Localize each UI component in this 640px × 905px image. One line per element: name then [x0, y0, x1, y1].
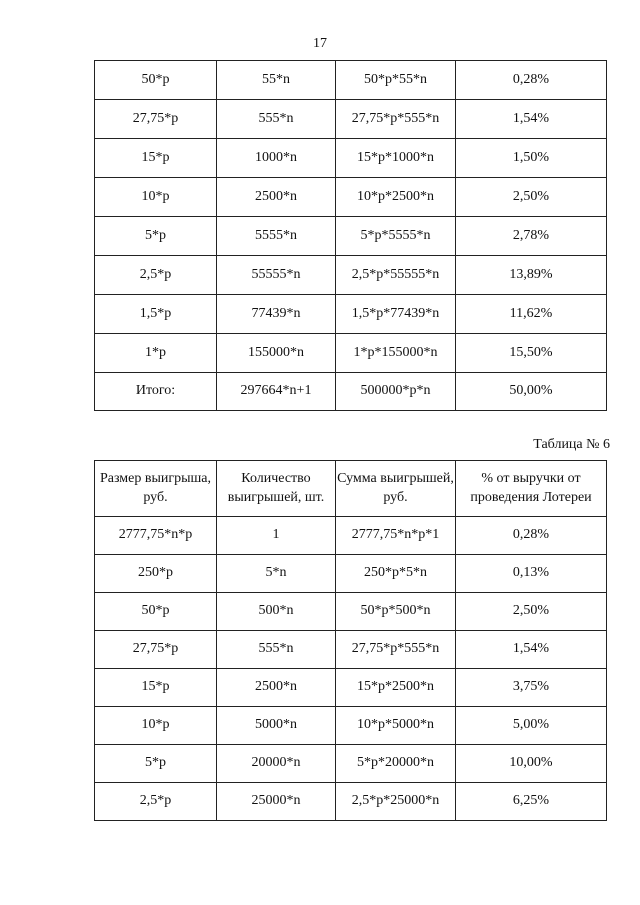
table-row	[95, 100, 607, 139]
prize-amount-cell: 2777,75*n*р	[95, 517, 217, 555]
prize-sum-cell: 15*р*2500*n	[336, 669, 456, 707]
prize-sum-cell: 250*р*5*n	[336, 555, 456, 593]
revenue-percent-cell: 13,89%	[456, 256, 607, 295]
prize-amount-cell: 27,75*р	[95, 100, 217, 139]
revenue-percent-cell: 2,78%	[456, 217, 607, 256]
prize-sum-cell: 2,5*р*55555*n	[336, 256, 456, 295]
table-row	[95, 517, 607, 555]
prize-count-cell: 2500*n	[217, 178, 336, 217]
prize-count-cell: 1	[217, 517, 336, 555]
table-row	[95, 334, 607, 373]
prize-amount-cell: 15*р	[95, 139, 217, 178]
prize-amount-cell: 1,5*р	[95, 295, 217, 334]
prize-count-cell: 155000*n	[217, 334, 336, 373]
prize-amount-cell: 10*р	[95, 178, 217, 217]
prize-amount-cell: 250*р	[95, 555, 217, 593]
revenue-percent-cell: 1,54%	[456, 100, 607, 139]
revenue-percent-cell: 0,28%	[456, 61, 607, 100]
total-percent-cell: 50,00%	[456, 373, 607, 411]
revenue-percent-cell: 3,75%	[456, 669, 607, 707]
table-row	[95, 139, 607, 178]
prize-count-cell: 500*n	[217, 593, 336, 631]
prize-amount-cell: 2,5*р	[95, 783, 217, 821]
revenue-percent-cell: 0,28%	[456, 517, 607, 555]
revenue-percent-cell: 15,50%	[456, 334, 607, 373]
prize-sum-cell: 1*р*155000*n	[336, 334, 456, 373]
prize-amount-cell: 10*р	[95, 707, 217, 745]
prize-sum-cell: 15*р*1000*n	[336, 139, 456, 178]
total-sum-cell: 500000*р*n	[336, 373, 456, 411]
prize-count-cell: 5000*n	[217, 707, 336, 745]
prize-sum-cell: 5*р*5555*n	[336, 217, 456, 256]
table-row	[95, 178, 607, 217]
page-number: 17	[313, 36, 327, 51]
total-count-cell: 297664*n+1	[217, 373, 336, 411]
prize-sum-cell: 50*р*55*n	[336, 61, 456, 100]
table-row	[95, 217, 607, 256]
table-row	[95, 707, 607, 745]
prize-sum-cell: 1,5*р*77439*n	[336, 295, 456, 334]
table-row	[95, 593, 607, 631]
table-body	[95, 61, 607, 411]
prize-amount-cell: 5*р	[95, 217, 217, 256]
revenue-percent-cell: 0,13%	[456, 555, 607, 593]
table-header	[95, 461, 607, 517]
table-total-row	[95, 373, 607, 411]
prize-count-cell: 5*n	[217, 555, 336, 593]
column-header-prize-sum: Сумма выигрышей, руб.	[336, 461, 456, 517]
table-row	[95, 745, 607, 783]
revenue-percent-cell: 2,50%	[456, 593, 607, 631]
prize-count-cell: 77439*n	[217, 295, 336, 334]
revenue-percent-cell: 10,00%	[456, 745, 607, 783]
revenue-percent-cell: 5,00%	[456, 707, 607, 745]
revenue-percent-cell: 1,54%	[456, 631, 607, 669]
prize-count-cell: 555*n	[217, 631, 336, 669]
prize-count-cell: 1000*n	[217, 139, 336, 178]
table-row	[95, 295, 607, 334]
prize-sum-cell: 2,5*р*25000*n	[336, 783, 456, 821]
prize-sum-cell: 27,75*р*555*n	[336, 100, 456, 139]
prize-count-cell: 55*n	[217, 61, 336, 100]
prize-amount-cell: 5*р	[95, 745, 217, 783]
prize-amount-cell: 15*р	[95, 669, 217, 707]
table-body	[95, 517, 607, 821]
prize-count-cell: 555*n	[217, 100, 336, 139]
prize-count-cell: 55555*n	[217, 256, 336, 295]
table-row	[95, 783, 607, 821]
revenue-percent-cell: 11,62%	[456, 295, 607, 334]
prize-amount-cell: 50*р	[95, 593, 217, 631]
table-row	[95, 631, 607, 669]
prize-amount-cell: 27,75*р	[95, 631, 217, 669]
table-row	[95, 669, 607, 707]
header-row	[95, 461, 607, 517]
table-row	[95, 555, 607, 593]
column-header-revenue-percent: % от выручки от проведения Лотереи	[456, 461, 607, 517]
prize-sum-cell: 10*р*5000*n	[336, 707, 456, 745]
revenue-percent-cell: 1,50%	[456, 139, 607, 178]
table-row	[95, 61, 607, 100]
prize-count-cell: 20000*n	[217, 745, 336, 783]
revenue-percent-cell: 6,25%	[456, 783, 607, 821]
prize-table-continued	[94, 60, 607, 411]
prize-sum-cell: 2777,75*n*р*1	[336, 517, 456, 555]
prize-sum-cell: 50*р*500*n	[336, 593, 456, 631]
table-row	[95, 256, 607, 295]
prize-count-cell: 25000*n	[217, 783, 336, 821]
revenue-percent-cell: 2,50%	[456, 178, 607, 217]
prize-count-cell: 2500*n	[217, 669, 336, 707]
total-label-cell: Итого:	[95, 373, 217, 411]
column-header-prize-count: Количество выигрышей, шт.	[217, 461, 336, 517]
prize-sum-cell: 27,75*р*555*n	[336, 631, 456, 669]
prize-sum-cell: 10*р*2500*n	[336, 178, 456, 217]
table-6-caption: Таблица № 6	[533, 437, 610, 452]
prize-amount-cell: 1*р	[95, 334, 217, 373]
prize-amount-cell: 2,5*р	[95, 256, 217, 295]
prize-amount-cell: 50*р	[95, 61, 217, 100]
prize-count-cell: 5555*n	[217, 217, 336, 256]
column-header-prize-amount: Размер выигрыша, руб.	[95, 461, 217, 517]
prize-table-6	[94, 460, 607, 821]
prize-sum-cell: 5*р*20000*n	[336, 745, 456, 783]
